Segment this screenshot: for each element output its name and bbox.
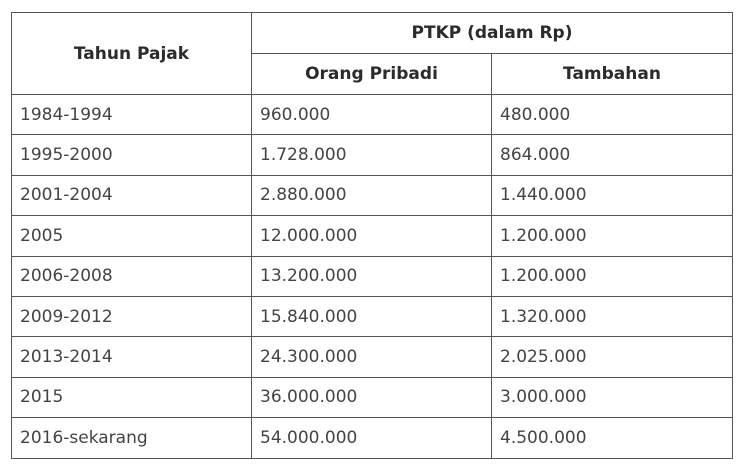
table-row <box>12 175 733 215</box>
ptkp-table <box>11 12 733 459</box>
cell-additional: 864.000 <box>492 135 733 175</box>
table-row <box>12 216 733 256</box>
cell-additional: 4.500.000 <box>492 418 733 458</box>
cell-year: 2006-2008 <box>12 256 252 296</box>
cell-personal: 13.200.000 <box>252 256 492 296</box>
cell-personal: 24.300.000 <box>252 337 492 377</box>
cell-personal: 54.000.000 <box>252 418 492 458</box>
cell-year: 1984-1994 <box>12 95 252 135</box>
cell-year: 2009-2012 <box>12 296 252 336</box>
cell-additional: 1.200.000 <box>492 216 733 256</box>
cell-personal: 12.000.000 <box>252 216 492 256</box>
cell-personal: 1.728.000 <box>252 135 492 175</box>
cell-additional: 1.200.000 <box>492 256 733 296</box>
table-row <box>12 135 733 175</box>
cell-additional: 1.320.000 <box>492 296 733 336</box>
cell-personal: 36.000.000 <box>252 377 492 417</box>
cell-year: 2016-sekarang <box>12 418 252 458</box>
cell-year: 2013-2014 <box>12 337 252 377</box>
cell-personal: 960.000 <box>252 95 492 135</box>
ptkp-table-container <box>11 12 732 459</box>
header-tambahan: Tambahan <box>492 54 733 95</box>
cell-additional: 2.025.000 <box>492 337 733 377</box>
cell-year: 1995-2000 <box>12 135 252 175</box>
cell-additional: 3.000.000 <box>492 377 733 417</box>
table-row <box>12 377 733 417</box>
header-tahun-pajak: Tahun Pajak <box>12 13 252 95</box>
header-orang-pribadi: Orang Pribadi <box>252 54 492 95</box>
cell-additional: 1.440.000 <box>492 175 733 215</box>
cell-year: 2005 <box>12 216 252 256</box>
cell-year: 2001-2004 <box>12 175 252 215</box>
header-row-top <box>12 13 733 54</box>
table-row <box>12 296 733 336</box>
header-ptkp-group: PTKP (dalam Rp) <box>252 13 733 54</box>
table-row <box>12 95 733 135</box>
table-body <box>12 95 733 459</box>
table-row <box>12 256 733 296</box>
cell-personal: 15.840.000 <box>252 296 492 336</box>
table-row <box>12 337 733 377</box>
table-row <box>12 418 733 458</box>
cell-personal: 2.880.000 <box>252 175 492 215</box>
table-header <box>12 13 733 95</box>
cell-year: 2015 <box>12 377 252 417</box>
cell-additional: 480.000 <box>492 95 733 135</box>
